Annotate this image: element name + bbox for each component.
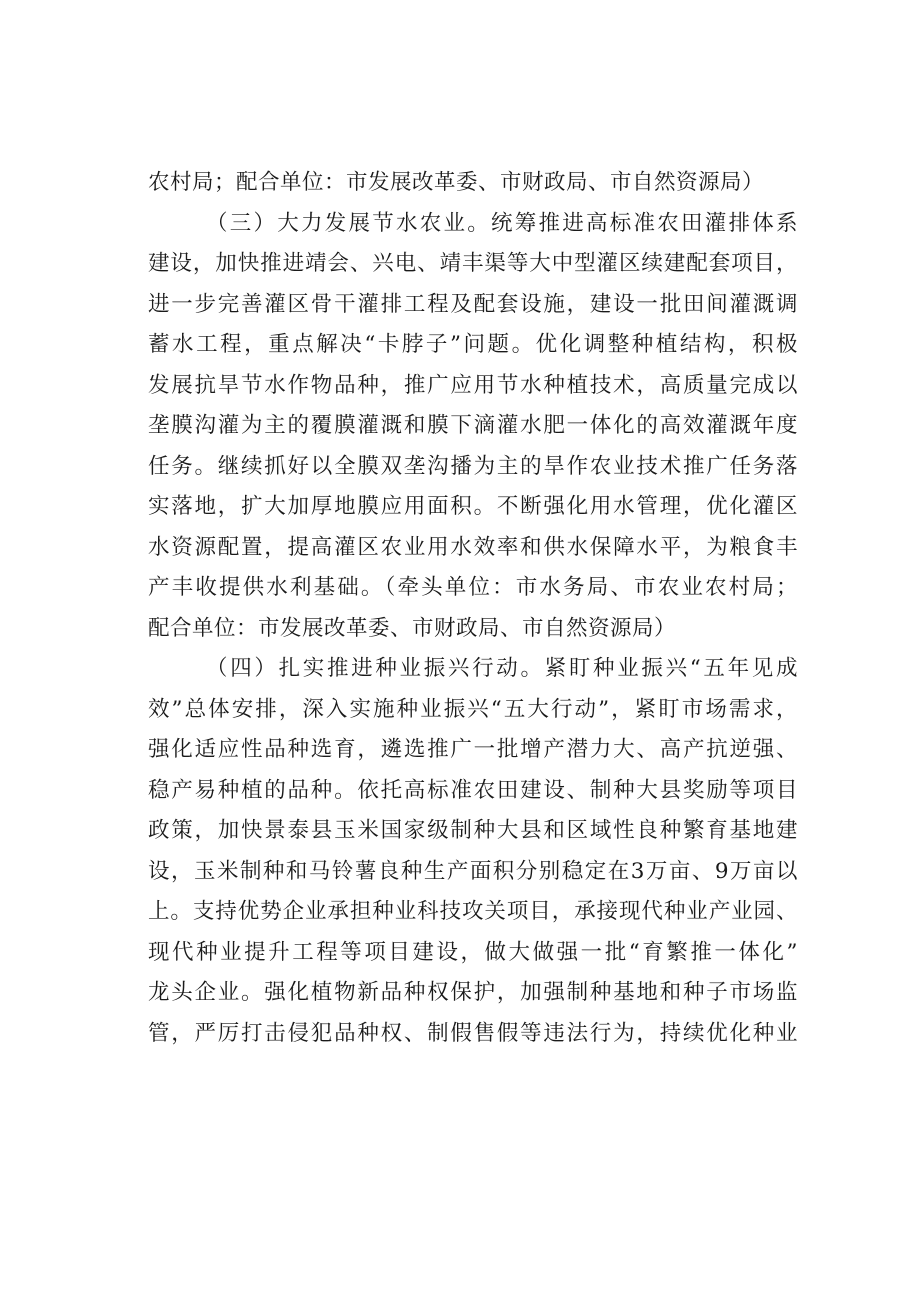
text-line: 进一步完善灌区骨干灌排工程及配套设施，建设一批田间灌溉调	[148, 291, 798, 317]
text-line: 龙头企业。强化植物新品种权保护，加强制种基地和种子市场监	[148, 980, 798, 1005]
text-line: 上。支持优势企业承担种业科技攻关项目，承接现代种业产业园、	[148, 899, 798, 924]
text-line: （三）大力发展节水农业。统筹推进高标准农田灌排体系	[206, 210, 798, 236]
text-line: 建设，加快推进靖会、兴电、靖丰渠等大中型灌区续建配套项目，	[148, 251, 798, 276]
text-line: 蓄水工程，重点解决“卡脖子”问题。优化调整种植结构，积极	[148, 332, 798, 357]
text-line: 效”总体安排，深入实施种业振兴“五大行动”，紧盯市场需求，	[148, 696, 798, 722]
text-line: 产丰收提供水利基础。（牵头单位：市水务局、市农业农村局；	[148, 575, 798, 600]
text-line: 管，严厉打击侵犯品种权、制假售假等违法行为，持续优化种业	[148, 1020, 798, 1046]
text-line: 强化适应性品种选育，遴选推广一批增产潜力大、高产抗逆强、	[148, 737, 798, 762]
text-line: 配合单位：市发展改革委、市财政局、市自然资源局）	[148, 615, 677, 641]
text-line: 水资源配置，提高灌区农业用水效率和供水保障水平，为粮食丰	[148, 534, 798, 560]
text-line: 稳产易种植的品种。依托高标准农田建设、制种大县奖励等项目	[148, 777, 798, 803]
document-body	[148, 163, 798, 1054]
text-line: 实落地，扩大加厚地膜应用面积。不断强化用水管理，优化灌区	[148, 494, 798, 519]
text-line: 设，玉米制种和马铃薯良种生产面积分别稳定在3万亩、9万亩以	[148, 858, 798, 884]
text-line: 发展抗旱节水作物品种，推广应用节水种植技术，高质量完成以	[148, 372, 798, 398]
text-line: 任务。继续抓好以全膜双垄沟播为主的旱作农业技术推广任务落	[148, 453, 798, 479]
text-line: 农村局；配合单位：市发展改革委、市财政局、市自然资源局）	[148, 170, 765, 195]
text-line: （四）扎实推进种业振兴行动。紧盯种业振兴“五年见成	[206, 656, 798, 681]
text-line: 政策，加快景泰县玉米国家级制种大县和区域性良种繁育基地建	[148, 818, 798, 843]
text-line: 现代种业提升工程等项目建设，做大做强一批“育繁推一体化”	[148, 939, 798, 965]
text-line: 垄膜沟灌为主的覆膜灌溉和膜下滴灌水肥一体化的高效灌溉年度	[148, 413, 798, 438]
